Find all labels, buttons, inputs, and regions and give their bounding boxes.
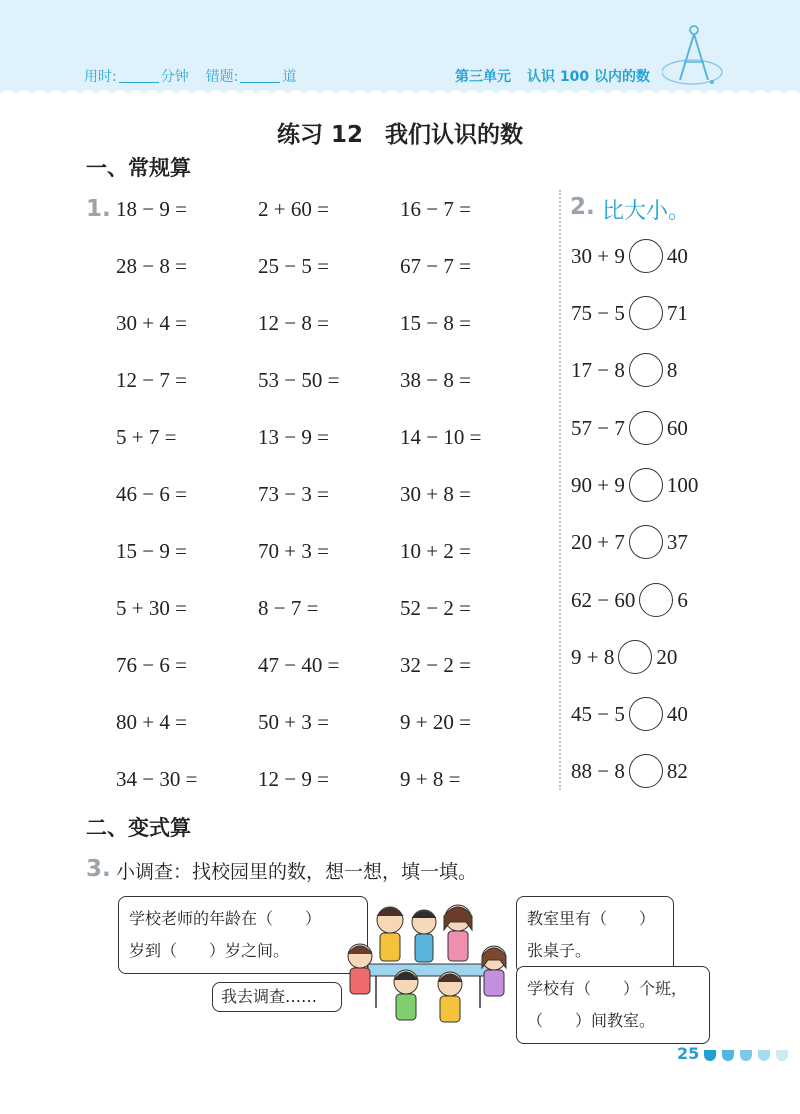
errors-blank[interactable] bbox=[240, 69, 280, 83]
equation: 14 − 10 = bbox=[400, 425, 482, 449]
equation: 13 − 9 = bbox=[258, 425, 329, 449]
time-blank[interactable] bbox=[119, 69, 159, 83]
section-title-variant: 二、变式算 bbox=[86, 816, 191, 840]
equation: 30 + 4 = bbox=[116, 311, 187, 335]
equation: 15 − 8 = bbox=[400, 311, 471, 335]
column-divider bbox=[559, 190, 561, 790]
bubble-line: 岁到（ ）岁之间。 bbox=[129, 941, 290, 960]
time-errors-record bbox=[84, 66, 296, 86]
compare-right: 40 bbox=[666, 701, 688, 726]
equation: 73 − 3 = bbox=[258, 482, 329, 506]
compare-right: 8 bbox=[666, 357, 678, 382]
compare-item bbox=[571, 408, 688, 448]
answer-circle[interactable] bbox=[629, 296, 663, 330]
bubble-teacher-age bbox=[118, 896, 368, 974]
answer-circle[interactable] bbox=[629, 525, 663, 559]
page-decoration-icon bbox=[700, 1047, 790, 1063]
compare-item bbox=[571, 694, 688, 734]
equation: 70 + 3 = bbox=[258, 539, 329, 563]
compare-item bbox=[571, 236, 688, 276]
compare-left: 30 + 9 bbox=[571, 243, 625, 268]
equation: 2 + 60 = bbox=[258, 197, 329, 221]
unit-topic: 认识 100 以内的数 bbox=[527, 69, 650, 85]
answer-circle[interactable] bbox=[639, 583, 673, 617]
equation: 34 − 30 = bbox=[116, 767, 198, 791]
page-number: 25 bbox=[677, 1044, 700, 1063]
errors-label: 错题: bbox=[205, 69, 239, 85]
equation: 50 + 3 = bbox=[258, 710, 329, 734]
compare-right: 82 bbox=[666, 758, 688, 783]
compare-right: 20 bbox=[656, 644, 678, 669]
question-number-3: 3. bbox=[86, 856, 111, 882]
compare-title: 比大小。 bbox=[602, 199, 691, 224]
compare-right: 40 bbox=[666, 243, 688, 268]
compare-item bbox=[571, 637, 677, 677]
equation: 38 − 8 = bbox=[400, 368, 471, 392]
bubble-desks bbox=[516, 896, 674, 974]
question-number-2: 2. bbox=[570, 194, 595, 220]
answer-circle[interactable] bbox=[629, 754, 663, 788]
unit-title: 第三单元 bbox=[455, 69, 511, 85]
exercise-topic: 我们认识的数 bbox=[385, 122, 523, 148]
compare-item bbox=[571, 293, 688, 333]
equation: 67 − 7 = bbox=[400, 254, 471, 278]
compare-left: 17 − 8 bbox=[571, 357, 625, 382]
compare-left: 88 − 8 bbox=[571, 758, 625, 783]
compare-right: 100 bbox=[666, 472, 699, 497]
equation: 10 + 2 = bbox=[400, 539, 471, 563]
equation: 52 − 2 = bbox=[400, 596, 471, 620]
equation: 12 − 7 = bbox=[116, 368, 187, 392]
equation: 30 + 8 = bbox=[400, 482, 471, 506]
compare-right: 6 bbox=[677, 587, 688, 612]
time-unit: 分钟 bbox=[160, 69, 189, 85]
compare-left: 75 − 5 bbox=[571, 300, 625, 325]
time-label: 用时: bbox=[84, 69, 117, 85]
answer-circle[interactable] bbox=[618, 640, 652, 674]
equation: 9 + 20 = bbox=[400, 710, 471, 734]
bubble-classes bbox=[516, 966, 710, 1044]
compass-icon bbox=[662, 22, 726, 92]
bubble-line: 学校老师的年龄在（ ） bbox=[129, 909, 322, 928]
question-number-1: 1. bbox=[86, 196, 111, 222]
equation: 15 − 9 = bbox=[116, 539, 187, 563]
answer-circle[interactable] bbox=[629, 468, 663, 502]
bubble-line: 张桌子。 bbox=[527, 941, 592, 960]
answer-circle[interactable] bbox=[629, 411, 663, 445]
unit-heading bbox=[455, 66, 650, 86]
equation: 5 + 7 = bbox=[116, 425, 177, 449]
compare-left: 20 + 7 bbox=[571, 529, 625, 554]
bubble-line: 学校有（ ）个班， bbox=[527, 979, 688, 998]
section-title-regular: 一、常规算 bbox=[86, 156, 191, 180]
equation: 28 − 8 = bbox=[116, 254, 187, 278]
compare-item bbox=[571, 522, 688, 562]
compare-left: 45 − 5 bbox=[571, 701, 625, 726]
equation: 9 + 8 = bbox=[400, 767, 461, 791]
equation: 32 − 2 = bbox=[400, 653, 471, 677]
compare-right: 60 bbox=[666, 415, 688, 440]
equation: 47 − 40 = bbox=[258, 653, 340, 677]
equation: 46 − 6 = bbox=[116, 482, 187, 506]
equation: 12 − 8 = bbox=[258, 311, 329, 335]
equation: 53 − 50 = bbox=[258, 368, 340, 392]
equation: 5 + 30 = bbox=[116, 596, 187, 620]
bubble-survey: 我去调查…… bbox=[212, 982, 342, 1012]
equation: 8 − 7 = bbox=[258, 596, 319, 620]
page-header bbox=[0, 0, 800, 100]
compare-right: 37 bbox=[666, 529, 688, 554]
compare-left: 9 + 8 bbox=[571, 644, 615, 669]
survey-prompt: 小调查：找校园里的数，想一想，填一填。 bbox=[116, 861, 478, 883]
equation: 25 − 5 = bbox=[258, 254, 329, 278]
compare-item bbox=[571, 350, 677, 390]
answer-circle[interactable] bbox=[629, 239, 663, 273]
bubble-line: （ ）间教室。 bbox=[527, 1011, 656, 1030]
equation: 16 − 7 = bbox=[400, 197, 471, 221]
equation: 12 − 9 = bbox=[258, 767, 329, 791]
answer-circle[interactable] bbox=[629, 697, 663, 731]
compare-left: 57 − 7 bbox=[571, 415, 625, 440]
children-at-table-illustration bbox=[338, 898, 510, 1028]
compare-right: 71 bbox=[666, 300, 688, 325]
compare-left: 62 − 60 bbox=[571, 587, 636, 612]
equation: 76 − 6 = bbox=[116, 653, 187, 677]
errors-unit: 道 bbox=[282, 69, 297, 85]
compare-item bbox=[571, 580, 688, 620]
compare-left: 90 + 9 bbox=[571, 472, 625, 497]
compare-item bbox=[571, 465, 698, 505]
page-title bbox=[0, 116, 800, 149]
exercise-number: 练习 12 bbox=[276, 122, 363, 148]
equation: 80 + 4 = bbox=[116, 710, 187, 734]
compare-item bbox=[571, 751, 688, 791]
equation: 18 − 9 = bbox=[116, 197, 187, 221]
bubble-line: 教室里有（ ） bbox=[527, 909, 656, 928]
answer-circle[interactable] bbox=[629, 353, 663, 387]
